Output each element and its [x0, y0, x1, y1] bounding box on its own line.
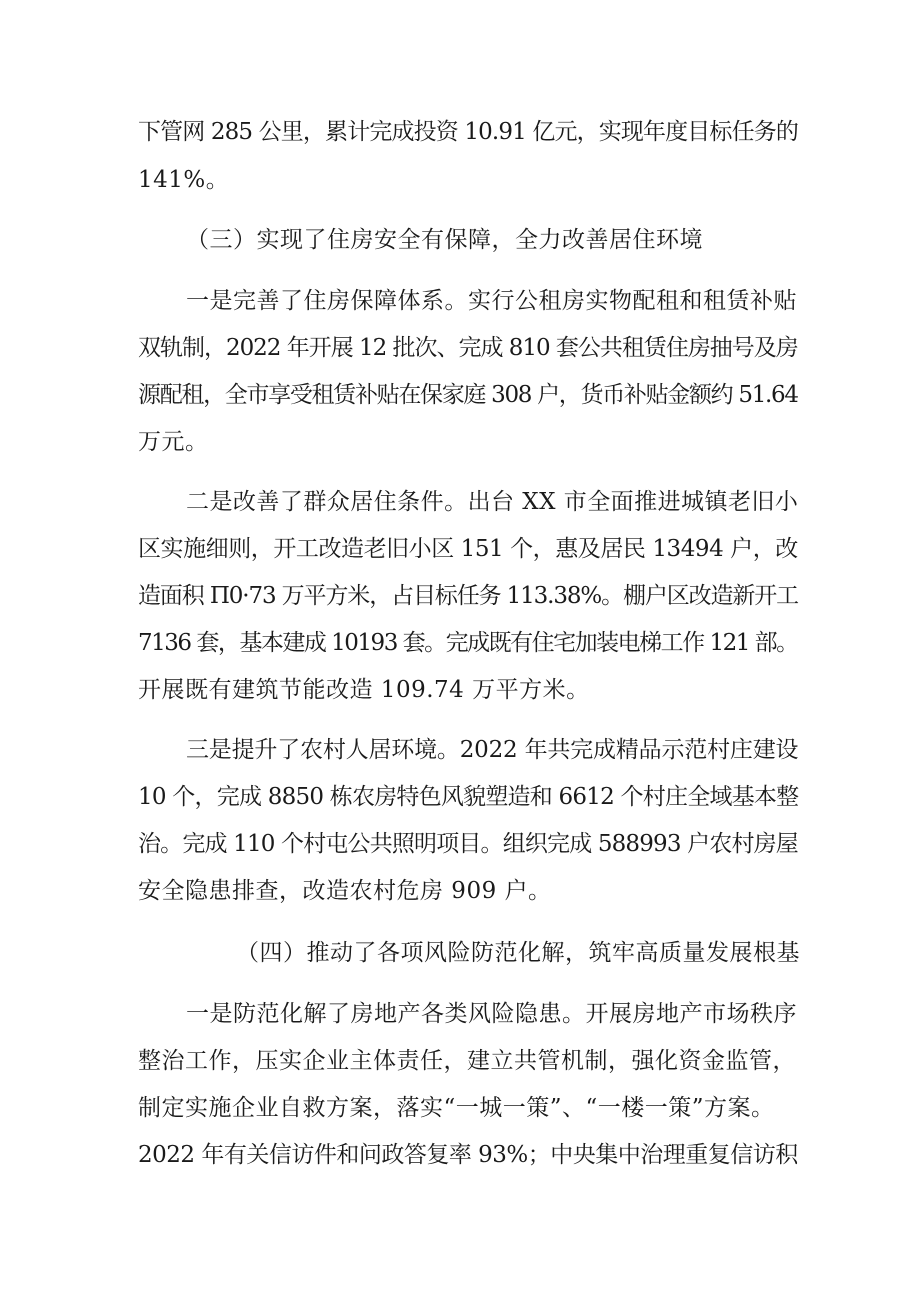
- paragraph-line: 一是防范化解了房地产各类风险隐患。开展房地产市场秩序: [186, 1001, 797, 1027]
- paragraph-line: 三是提升了农村人居环境。2022 年共完成精品示范村庄建设: [186, 737, 799, 763]
- section-heading-4: （四）推动了各项风险防范化解，筑牢高质量发展根基: [236, 940, 800, 966]
- paragraph-line: 制定实施企业自救方案，落实“一城一策”、“一楼一策”方案。: [138, 1095, 775, 1121]
- paragraph-line: 安全隐患排查，改造农村危房 909 户。: [138, 878, 552, 904]
- paragraph-line: 治。完成 110 个村屯公共照明项目。组织完成 588993 户农村房屋: [138, 831, 798, 857]
- paragraph-line: 10 个，完成 8850 栋农房特色风貌塑造和 6612 个村庄全域基本整: [138, 784, 799, 810]
- paragraph-line: 万元。: [138, 429, 209, 455]
- paragraph-line: 141%。: [138, 167, 230, 193]
- paragraph-line: 一是完善了住房保障体系。实行公租房实物配租和租赁补贴: [186, 288, 797, 314]
- paragraph-line: 整治工作，压实企业主体责任，建立共管机制，强化资金监管，: [138, 1048, 796, 1074]
- paragraph-line: 2022 年有关信访件和问政答复率 93%；中央集中治理重复信访积: [138, 1142, 798, 1168]
- paragraph-line: 7136 套，基本建成 10193 套。完成既有住宅加装电梯工作 121 部。: [138, 630, 798, 656]
- paragraph-line: 二是改善了群众居住条件。出台 XX 市全面推进城镇老旧小: [186, 489, 799, 515]
- paragraph-line: 双轨制，2022 年开展 12 批次、完成 810 套公共租赁住房抽号及房: [138, 335, 798, 361]
- section-heading-3: （三）实现了住房安全有保障，全力改善居住环境: [186, 227, 703, 253]
- paragraph-line: 源配租，全市享受租赁补贴在保家庭 308 户，货币补贴金额约 51.64: [138, 382, 798, 408]
- paragraph-line: 造面积 Π0·73 万平方米，占目标任务 113.38%。棚户区改造新开工: [138, 583, 799, 609]
- paragraph-line: 区实施细则，开工改造老旧小区 151 个，惠及居民 13494 户，改: [138, 536, 798, 562]
- paragraph-line: 下管网 285 公里，累计完成投资 10.91 亿元，实现年度目标任务的: [138, 119, 798, 145]
- paragraph-line: 开展既有建筑节能改造 109.74 万平方米。: [138, 677, 590, 703]
